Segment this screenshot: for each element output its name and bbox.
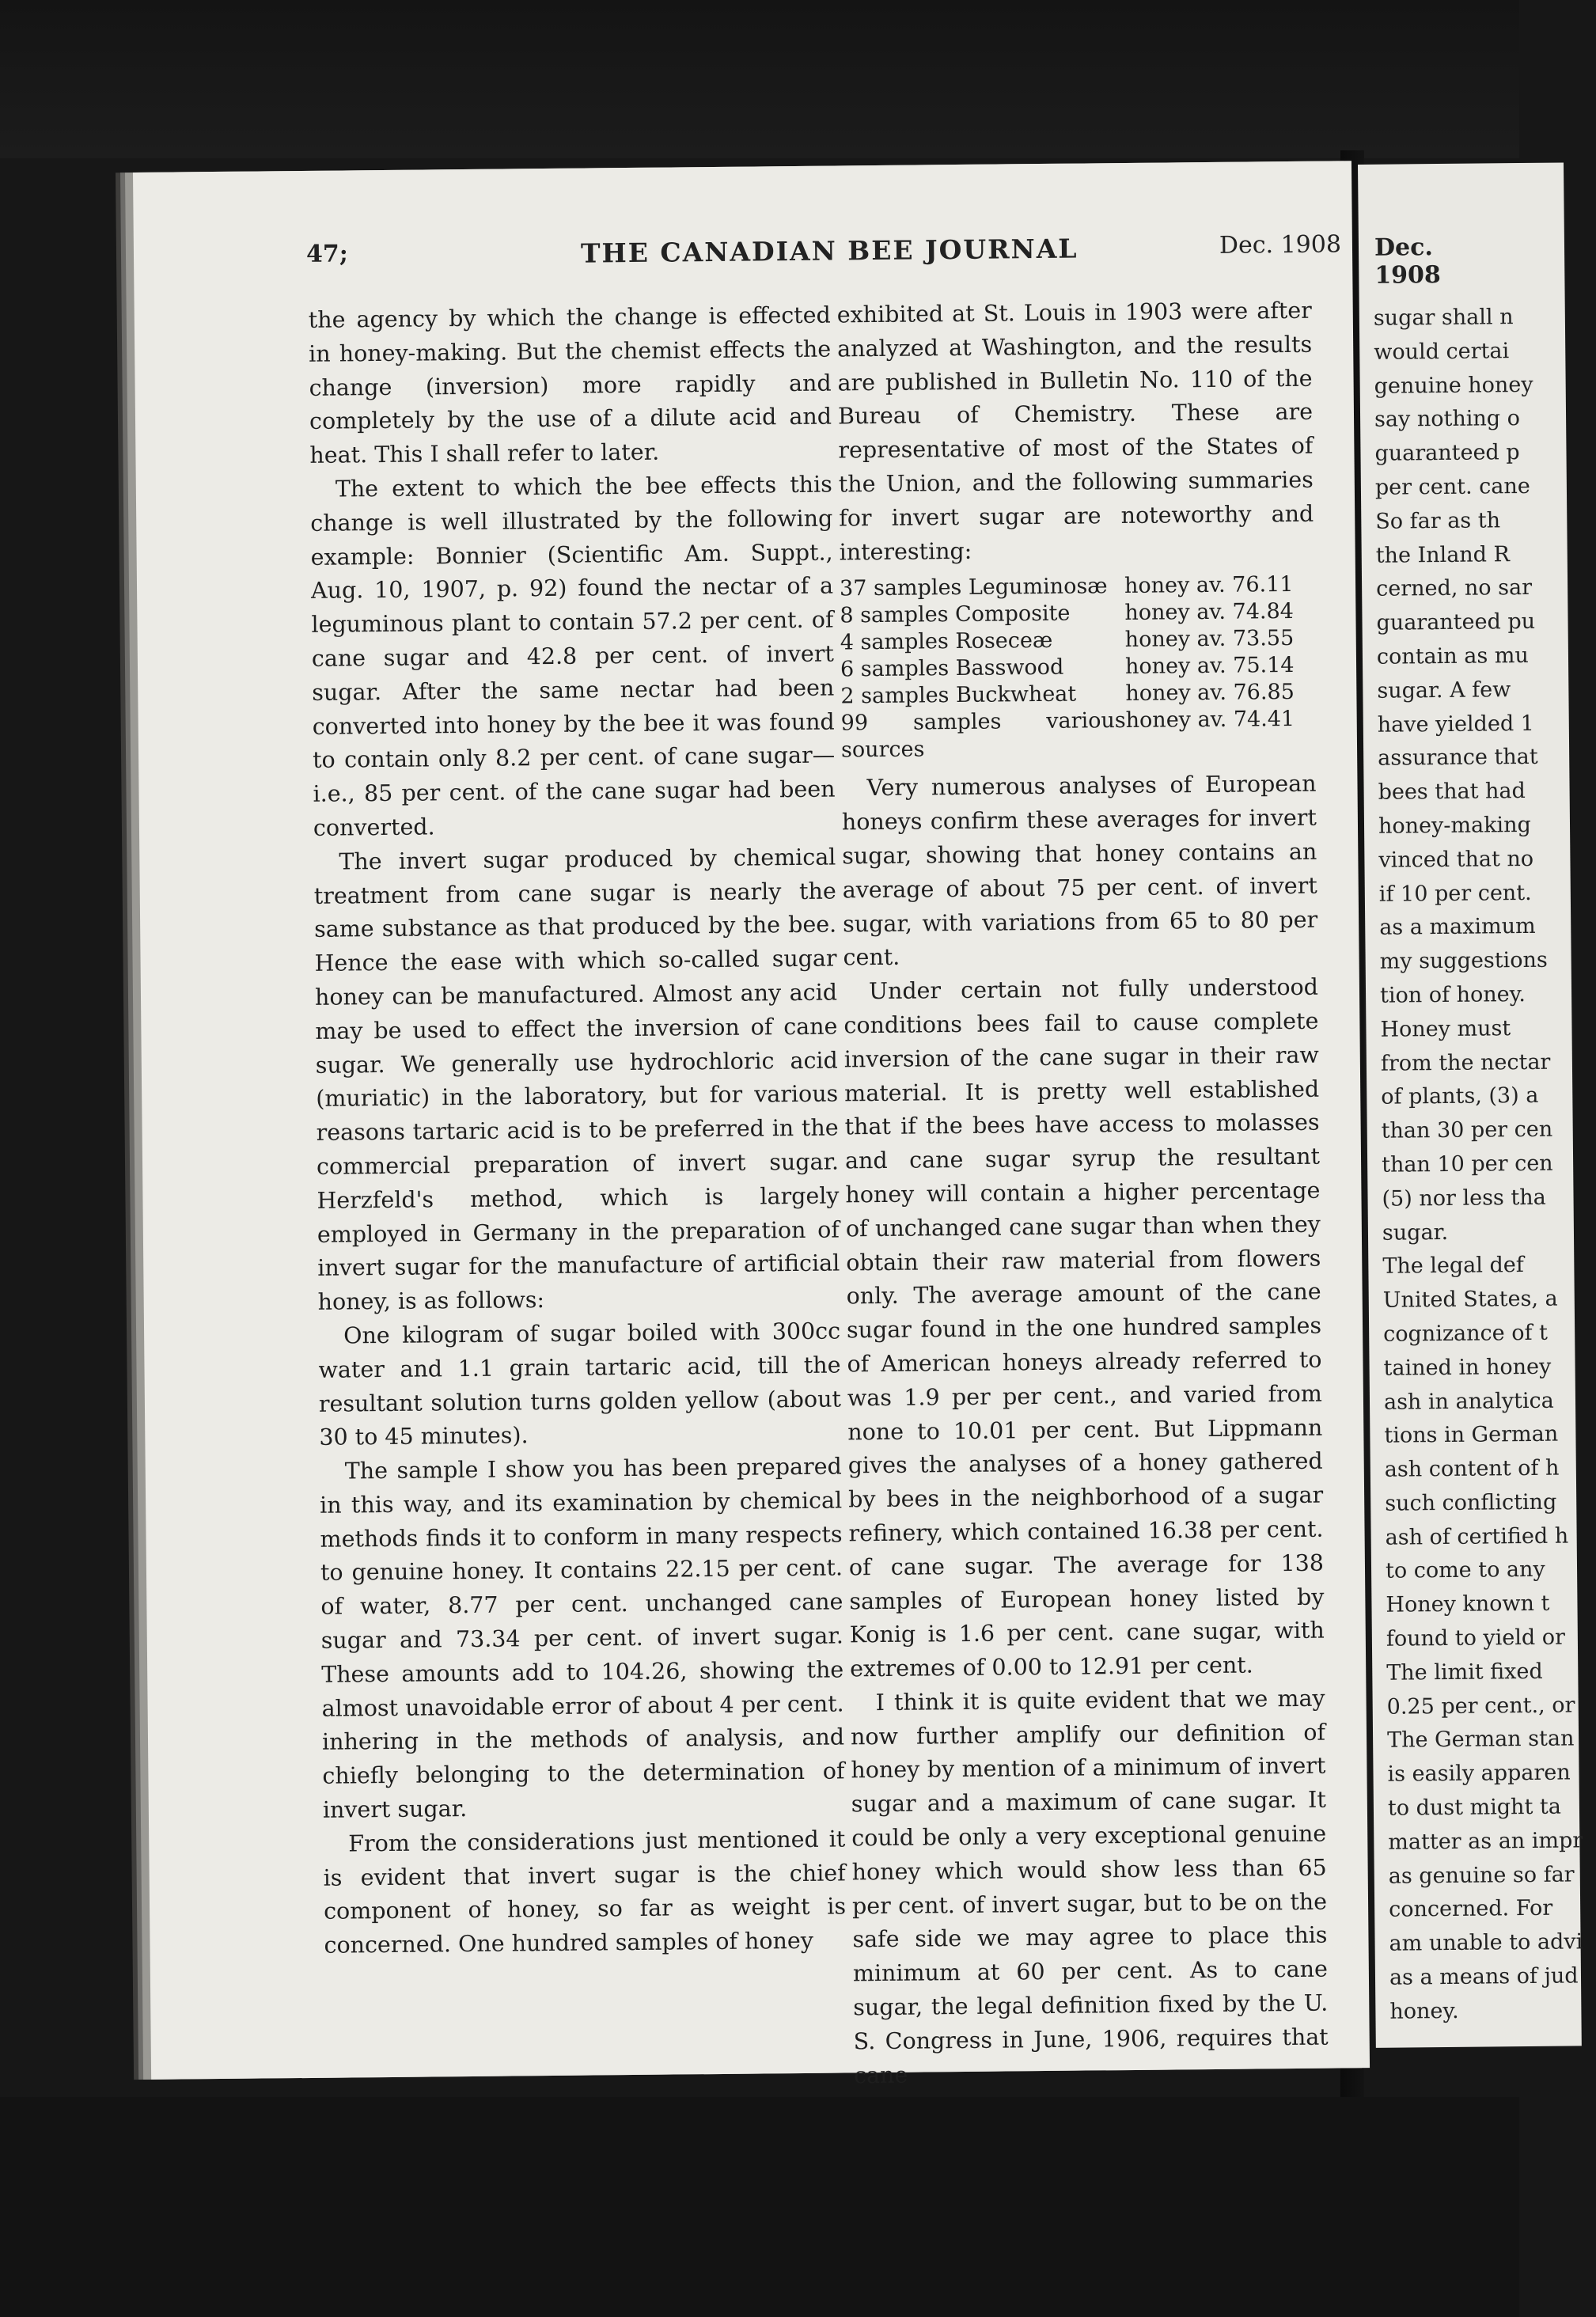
text-line: contain as mu	[1376, 643, 1529, 669]
sample-source: 99 samples various sources	[840, 708, 1126, 763]
text-line: guaranteed pu	[1376, 609, 1536, 635]
text-line: from the nectar	[1380, 1049, 1551, 1076]
sample-source: 37 samples Leguminosæ	[839, 574, 1108, 601]
paragraph: the agency by which the change is effected in honey-making. But the chemist effects the change (inversion) more rapidly and completely by the use of a dilute acid and heat. This I shall refer to later.	[308, 301, 832, 469]
text-line: So far as th	[1375, 508, 1501, 534]
text-line: if 10 per cent.	[1378, 880, 1532, 907]
text-line: as genuine so far	[1388, 1862, 1575, 1889]
header-date: Dec. 1908	[1219, 230, 1342, 260]
text-line: matter as an impr	[1388, 1828, 1583, 1855]
text-line: tained in honey	[1383, 1354, 1552, 1381]
text-line: my suggestions	[1379, 947, 1548, 974]
sample-source: 8 samples Composite	[840, 601, 1071, 628]
paragraph: exhibited at St. Louis in 1903 were after analyzed at Washington, and the results are published in Bulletin No. 110 of the Bureau of Chemistry. These are representative of most of the States of the Union, and the following summaries for invert sugar are noteworthy and interesting:	[836, 297, 1314, 566]
text-line: is easily apparen	[1387, 1760, 1571, 1787]
right-page-lines	[1374, 300, 1596, 2029]
sample-value: honey av. 73.55	[1124, 626, 1295, 653]
paragraph: The invert sugar produced by chemical treatment from cane sugar is nearly the same substance as that produced by the bee. Hence the ease with which so-called sugar honey can be manufactured. Almost any acid may be used to effect the inversion of cane sugar. We generally use hydrochloric acid (muriatic) in the laboratory, but for various reasons tartaric acid is to be preferred in the commercial preparation of invert sugar. Herzfeld's method, which is largely employed in Germany in the preparation of invert sugar for the manufacture of artificial honey, is as follows:	[313, 844, 840, 1315]
table-row	[841, 706, 1317, 764]
right-page-partial	[1358, 163, 1582, 2048]
background-bottom	[0, 2097, 1519, 2317]
paragraph: The sample I show you has been prepared in this way, and its examination by chemical methods finds it to conform in many respects to genuine honey. It contains 22.15 per cent. of water, 8.77 per cent. unchanged cane sugar and 73.34 per cent. of invert sugar. These amounts add to 104.26, showing the almost unavoidable error of about 4 per cent. inhering in the methods of analysis, and chiefly belonging to the determination of invert sugar.	[320, 1453, 845, 1823]
sample-source: 6 samples Basswood	[840, 655, 1064, 682]
text-line: have yielded 1	[1377, 711, 1535, 738]
text-line: ash of certified h	[1385, 1523, 1569, 1550]
text-line: found to yield or	[1386, 1625, 1566, 1651]
text-line: ash content of h	[1384, 1455, 1560, 1482]
text-line: to come to any	[1385, 1557, 1545, 1584]
sample-source: 4 samples Roseceæ	[840, 628, 1053, 655]
text-line: to dust might ta	[1387, 1794, 1562, 1821]
samples-table	[840, 571, 1316, 764]
table-row	[840, 679, 1315, 711]
text-line: The limit fixed	[1386, 1659, 1543, 1686]
text-line: The German stan	[1386, 1726, 1575, 1754]
text-line: genuine honey	[1374, 372, 1533, 399]
text-line: 0.25 per cent., or	[1386, 1693, 1575, 1720]
text-line: am unable to advi	[1389, 1929, 1583, 1956]
text-line: cerned, no sar	[1376, 575, 1533, 602]
text-line: tions in German	[1384, 1421, 1559, 1449]
text-line: concerned. For	[1389, 1896, 1553, 1923]
text-line: honey-making	[1378, 812, 1531, 839]
paragraph: The extent to which the bee effects this change is well illustrated by the following example: Bonnier (Scientific Am. Suppt., Aug. 10, 1907, p. 92) found the nectar of a leguminous plant to contain 57.2 per cent. of cane sugar and 42.8 per cent. of invert sugar. After the same nectar had been converted into honey by the bee it was found to contain only 8.2 per cent. of cane sugar—i.e., 85 per cent. of the cane sugar had been converted.	[310, 471, 836, 841]
text-line: (5) nor less tha	[1382, 1185, 1546, 1212]
text-line: the Inland R	[1375, 541, 1511, 568]
text-line: Honey must	[1380, 1015, 1511, 1042]
paragraph: Very numerous analyses of European honeys confirm these averages for invert sugar, showing that honey contains an average of about 75 per cent. of invert sugar, with variations from 65 to 80 per cent.	[841, 771, 1318, 971]
right-column	[837, 294, 1329, 2093]
background-top	[0, 0, 1519, 158]
text-line: than 30 per cen	[1381, 1117, 1553, 1143]
left-page	[133, 161, 1370, 2089]
journal-title: THE CANADIAN BEE JOURNAL	[580, 233, 1079, 269]
table-row	[840, 598, 1314, 630]
text-line: The legal def	[1382, 1253, 1524, 1280]
sample-value: honey av. 76.11	[1124, 572, 1294, 599]
sample-source: 2 samples Buckwheat	[840, 681, 1077, 709]
text-line: United States, a	[1382, 1286, 1558, 1313]
text-line: tion of honey.	[1379, 981, 1526, 1008]
sample-value: honey av. 75.14	[1124, 653, 1295, 680]
text-line: honey.	[1389, 1998, 1459, 2024]
text-line: sugar shall n	[1373, 305, 1514, 331]
text-line: of plants, (3) a	[1381, 1083, 1539, 1110]
text-line: would certai	[1374, 338, 1510, 365]
paragraph: One kilogram of sugar boiled with 300cc water and 1.1 grain tartaric acid, till the resultant solution turns golden yellow (about 30 to 45 minutes).	[318, 1318, 842, 1451]
text-line: as a means of jud	[1389, 1963, 1579, 1990]
table-row	[840, 571, 1314, 603]
text-line: as a maximum	[1379, 914, 1536, 941]
text-line: Honey known t	[1386, 1591, 1550, 1618]
table-row	[840, 652, 1315, 684]
left-column	[309, 299, 847, 1963]
sample-value: honey av. 74.41	[1125, 707, 1295, 734]
paragraph: Under certain not fully understood conditions bees fail to cause complete inversion of the cane sugar in their raw material. It is pretty well established that if the bees have access to molasses and cane sugar syrup the resultant honey will contain a higher percentage of unchanged cane sugar than when they obtain their raw material from flowers only. The average amount of the cane sugar found in the one hundred samples of American honeys already referred to was 1.9 per per cent., and varied from none to 10.01 per cent. But Lippmann gives the analyses of a honey gathered by bees in the neighborhood of a sugar refinery, which contained 16.38 per cent. of cane sugar. The average for 138 samples of European honey listed by Konig is 1.6 per cent. cane sugar, with extremes of 0.00 to 12.91 per cent.	[843, 973, 1325, 1682]
text-line: such conflicting	[1385, 1489, 1557, 1516]
text-line: say nothing o	[1374, 406, 1521, 433]
text-line: assurance that	[1378, 745, 1538, 772]
text-line: sugar.	[1382, 1219, 1449, 1246]
page-number: 47;	[305, 240, 348, 268]
text-line: cognizance of t	[1383, 1320, 1549, 1347]
page-header	[134, 230, 1352, 282]
header-date: Dec. 1908	[1374, 233, 1442, 290]
text-line: sugar. A few	[1377, 677, 1511, 703]
paragraph: I think it is quite evident that we may now further amplify our definition of honey by mention of a minimum of invert sugar and a maximum of cane sugar. It could be only a very exceptional genuine honey which would show less than 65 per cent. of invert sugar, but to be on the safe side we may agree to place this minimum at 60 per cent. As to cane sugar, the legal definition fixed by the U. S. Congress in June, 1906, requires that cane	[850, 1685, 1329, 2089]
text-line: ash in analytica	[1383, 1388, 1554, 1415]
paragraph: From the considerations just mentioned it is evident that invert sugar is the chief component of honey, so far as weight is concerned. One hundred samples of honey	[323, 1826, 847, 1959]
text-line: guaranteed p	[1374, 440, 1520, 466]
sample-value: honey av. 76.85	[1125, 680, 1295, 707]
sample-value: honey av. 74.84	[1124, 599, 1295, 626]
text-line: per cent. cane	[1374, 473, 1530, 500]
text-line: than 10 per cen	[1381, 1151, 1553, 1177]
text-line: vinced that no	[1378, 846, 1534, 873]
table-row	[840, 625, 1315, 657]
text-line: bees that had	[1378, 779, 1526, 805]
